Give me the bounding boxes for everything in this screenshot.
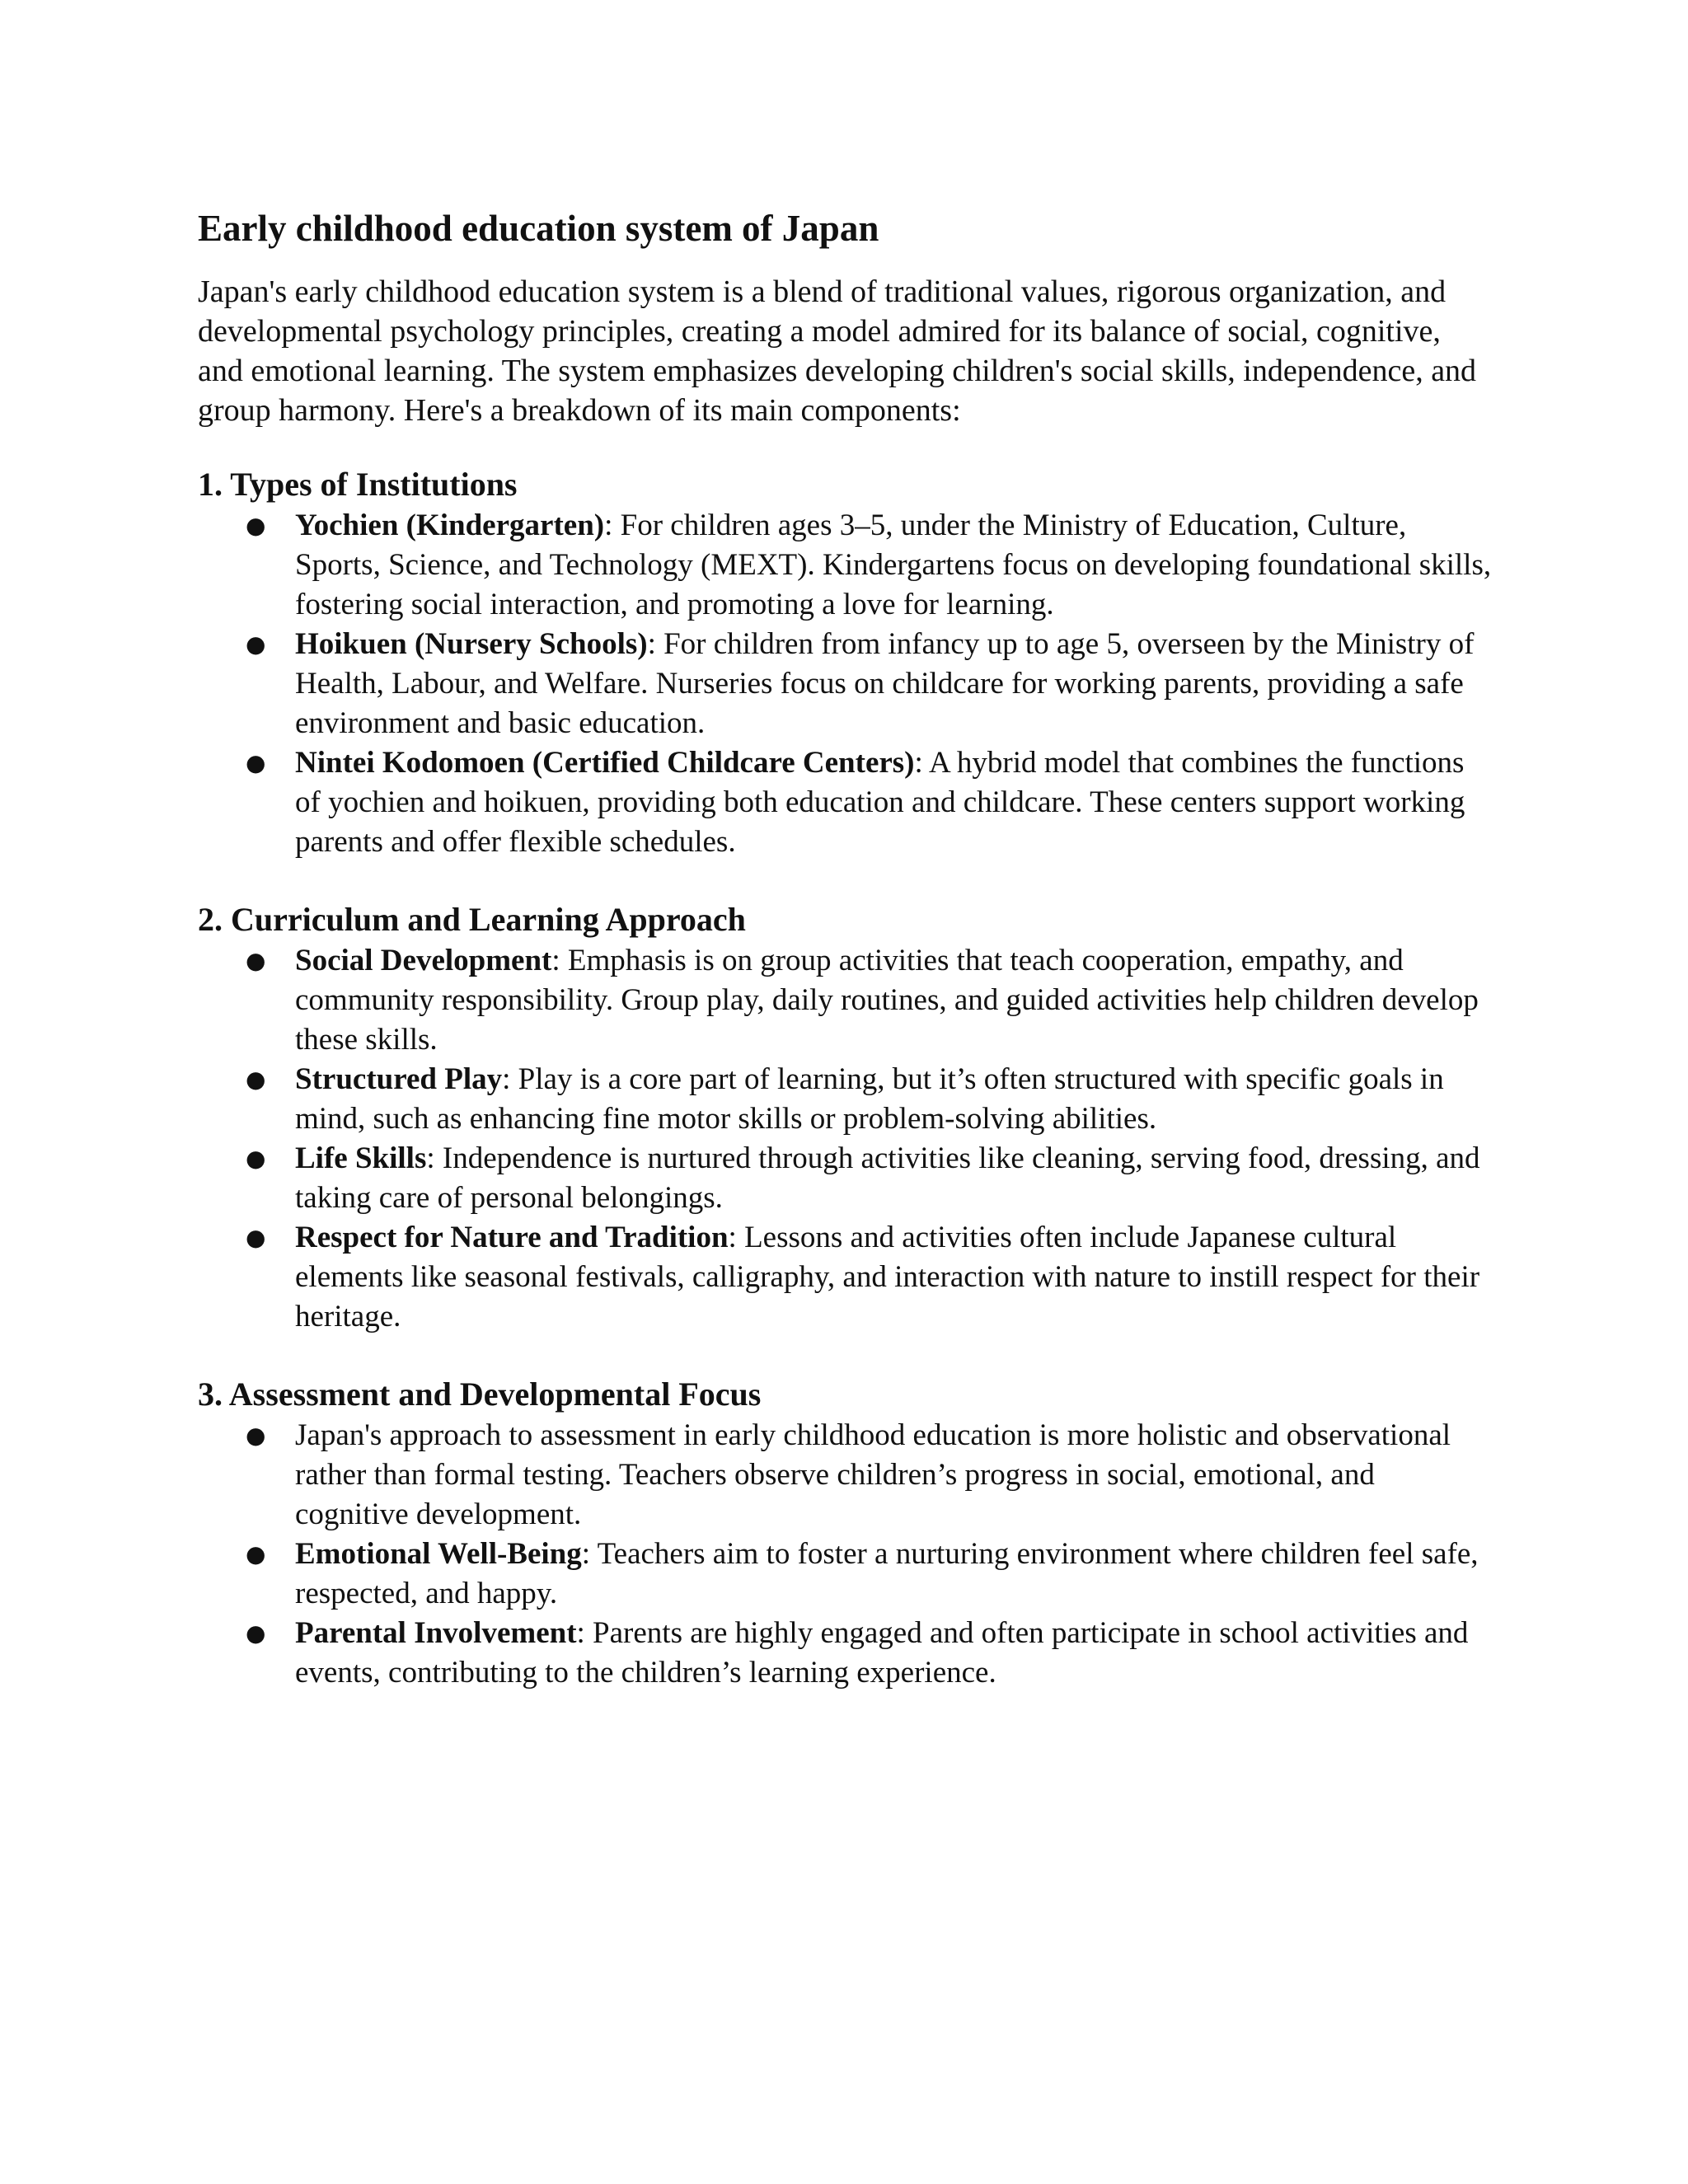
- item-term: Social Development: [295, 944, 552, 977]
- item-text: : Lessons and activities often include Japanese cultural elements like seasonal festivals, calligraphy, and interaction with nature to instill respect for their heritage.: [295, 1221, 1480, 1333]
- list-item: [198, 1416, 1492, 1535]
- item-text: : A hybrid model that combines the functions of yochien and hoikuen, providing both education and childcare. These centers support working parents and offer flexible schedules.: [295, 746, 1465, 859]
- item-term: Parental Involvement: [295, 1616, 577, 1650]
- section-assessment: [198, 1373, 1492, 1693]
- section-heading: 1. Types of Institutions: [198, 466, 518, 503]
- item-text: Japan's approach to assessment in early childhood education is more holistic and observational rather than formal testing. Teachers observe children’s progress in social, emotional, and cognitive development.: [295, 1418, 1451, 1531]
- item-term: Hoikuen (Nursery Schools): [295, 627, 648, 661]
- list-item: [198, 743, 1492, 862]
- item-term: Structured Play: [295, 1062, 503, 1096]
- item-term: Nintei Kodomoen (Certified Childcare Centers): [295, 746, 915, 780]
- item-text: : For children from infancy up to age 5, overseen by the Ministry of Health, Labour, and Welfare. Nurseries focus on childcare for working parents, providing a safe environment and basic education.: [295, 627, 1475, 740]
- item-text: : Emphasis is on group activities that teach cooperation, empathy, and community responsibility. Group play, daily routines, and guided activities help children develop these skills.: [295, 944, 1479, 1057]
- list-item: [198, 1535, 1492, 1614]
- item-text: : Independence is nurtured through activities like cleaning, serving food, dressing, and taking care of personal belongings.: [295, 1141, 1480, 1215]
- bullet-icon: ●: [246, 1619, 266, 1647]
- list-item: [198, 1218, 1492, 1337]
- bullet-icon: ●: [246, 1422, 266, 1449]
- bullet-icon: ●: [246, 947, 266, 974]
- item-text: : Play is a core part of learning, but it’s often structured with specific goals in mind, such as enhancing fine motor skills or problem-solving abilities.: [295, 1062, 1444, 1136]
- item-text: : Teachers aim to foster a nurturing environment where children feel safe, respected, and happy.: [295, 1537, 1479, 1610]
- list-item: [198, 1139, 1492, 1218]
- bullet-icon: ●: [246, 1066, 266, 1093]
- bullet-icon: ●: [246, 630, 266, 658]
- bullet-icon: ●: [246, 749, 266, 776]
- list-item: [198, 941, 1492, 1060]
- item-term: Emotional Well-Being: [295, 1537, 582, 1571]
- section-types-of-institutions: [198, 463, 1492, 862]
- bullet-icon: ●: [246, 1145, 266, 1172]
- bullet-list: [198, 941, 1492, 1337]
- list-item: [198, 506, 1492, 625]
- intro-paragraph: Japan's early childhood education system is a blend of traditional values, rigorous organization, and developmental psychology principles, creating a model admired for its balance of social, cognitive, and emotional learning. The system emphasizes developing children's social skills, independence, and group harmony. Here's a breakdown of its main components:: [198, 274, 1477, 428]
- section-curriculum: [198, 898, 1492, 1337]
- item-term: Life Skills: [295, 1141, 427, 1175]
- item-term: Respect for Nature and Tradition: [295, 1221, 729, 1254]
- bullet-icon: ●: [246, 512, 266, 539]
- section-heading: 2. Curriculum and Learning Approach: [198, 901, 746, 938]
- item-term: Yochien (Kindergarten): [295, 509, 605, 542]
- list-item: [198, 1614, 1492, 1693]
- bullet-list: [198, 506, 1492, 862]
- section-heading: 3. Assessment and Developmental Focus: [198, 1376, 762, 1413]
- document-page: [198, 206, 1492, 1693]
- list-item: [198, 625, 1492, 743]
- item-text: : Parents are highly engaged and often participate in school activities and events, contributing to the children’s learning experience.: [295, 1616, 1469, 1690]
- document-title: Early childhood education system of Japan: [198, 208, 879, 249]
- item-text: : For children ages 3–5, under the Ministry of Education, Culture, Sports, Science, and Technology (MEXT). Kindergartens focus on developing foundational skills, fostering social interaction, and promoting a love for learning.: [295, 509, 1492, 621]
- list-item: [198, 1060, 1492, 1139]
- bullet-list: [198, 1416, 1492, 1693]
- bullet-icon: ●: [246, 1540, 266, 1568]
- bullet-icon: ●: [246, 1224, 266, 1251]
